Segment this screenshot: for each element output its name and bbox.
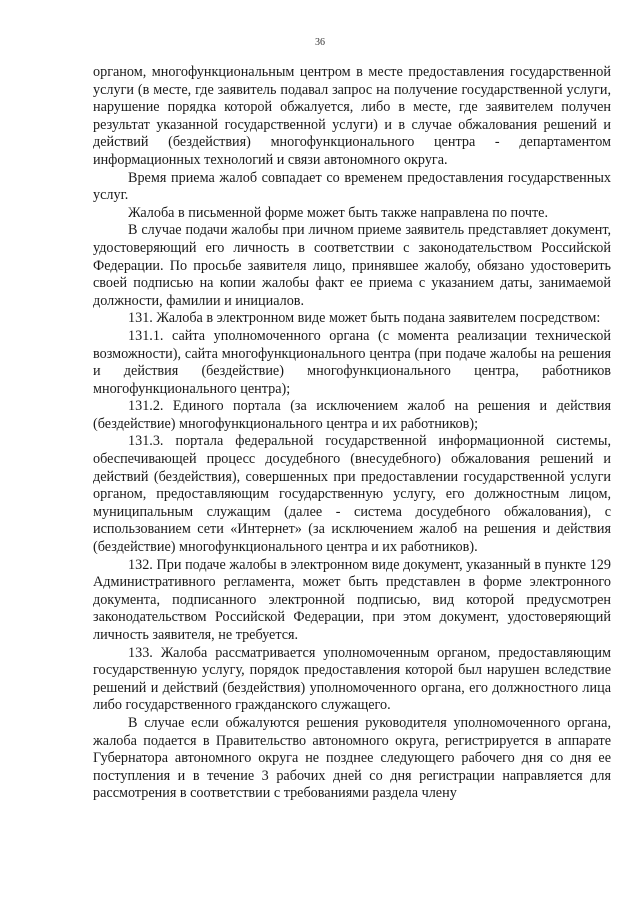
paragraph: 131.1. сайта уполномоченного органа (с момента реализации технической возможности), сайта многофункционального центра (при подаче жалобы на решения и действия (бездействие) многофункционального центра, работников многофункционального центра); [93,327,611,397]
paragraph: органом, многофункциональным центром в месте предоставления государственной услуги (в месте, где заявитель подавал запрос на получение государственной услуги, нарушение порядка которой обжалуется, либо в месте, где заявителем получен результат указанной государственной услуги) и в случае обжалования решений и действий (бездействия) многофункционального центра - департаментом информационных технологий и связи автономного округа. [93,64,611,168]
paragraph: 133. Жалоба рассматривается уполномоченным органом, предоставляющим государственную услугу, порядок предоставления которой был нарушен вследствие решений и действий (бездействия) уполномоченного органа, его должностного лица либо государственного гражданского служащего. [93,644,611,714]
paragraph: Время приема жалоб совпадает со временем предоставления государственных услуг. [93,169,611,204]
paragraph: Жалоба в письменной форме может быть также направлена по почте. [128,204,549,221]
paragraph: 131. Жалоба в электронном виде может быть подана заявителем посредством: [128,310,601,327]
paragraph: 131.3. портала федеральной государственной информационной системы, обеспечивающей процесс досудебного (внесудебного) обжалования решений и действий (бездействия), совершенных при предоставлении государственной услуги органом, предоставляющим государственную услугу, его должностным лицом, муниципальным служащим (далее - система досудебного обжалования), с использованием сети «Интернет» (за исключением жалоб на решения и действия (бездействие) многофункционального центра и их работников). [93,433,611,556]
paragraph: В случае если обжалуются решения руководителя уполномоченного органа, жалоба подается в Правительство автономного округа, регистрируется в аппарате Губернатора автономного округа не позднее следующего рабочего дня со дня ее поступления и в течение 3 рабочих дней со дня регистрации направляется для рассмотрения в соответствии с требованиями раздела члену [93,714,611,802]
paragraph: 132. При подаче жалобы в электронном виде документ, указанный в пункте 129 Административного регламента, может быть представлен в форме электронного документа, подписанного электронной подписью, вид которой предусмотрен законодательством Российской Федерации, при этом документ, удостоверяющий личность заявителя, не требуется. [93,556,611,643]
page-number: 36 [315,37,325,48]
paragraph: В случае подачи жалобы при личном приеме заявитель представляет документ, удостоверяющий его личность в соответствии с законодательством Российской Федерации. По просьбе заявителя лицо, принявшее жалобу, обязано удостоверить своей подписью на копии жалобы факт ее приема с указанием даты, занимаемой должности, фамилии и инициалов. [93,222,611,309]
document-body [93,64,611,803]
paragraph: 131.2. Единого портала (за исключением жалоб на решения и действия (бездействие) многофункционального центра и их работников); [93,398,611,432]
